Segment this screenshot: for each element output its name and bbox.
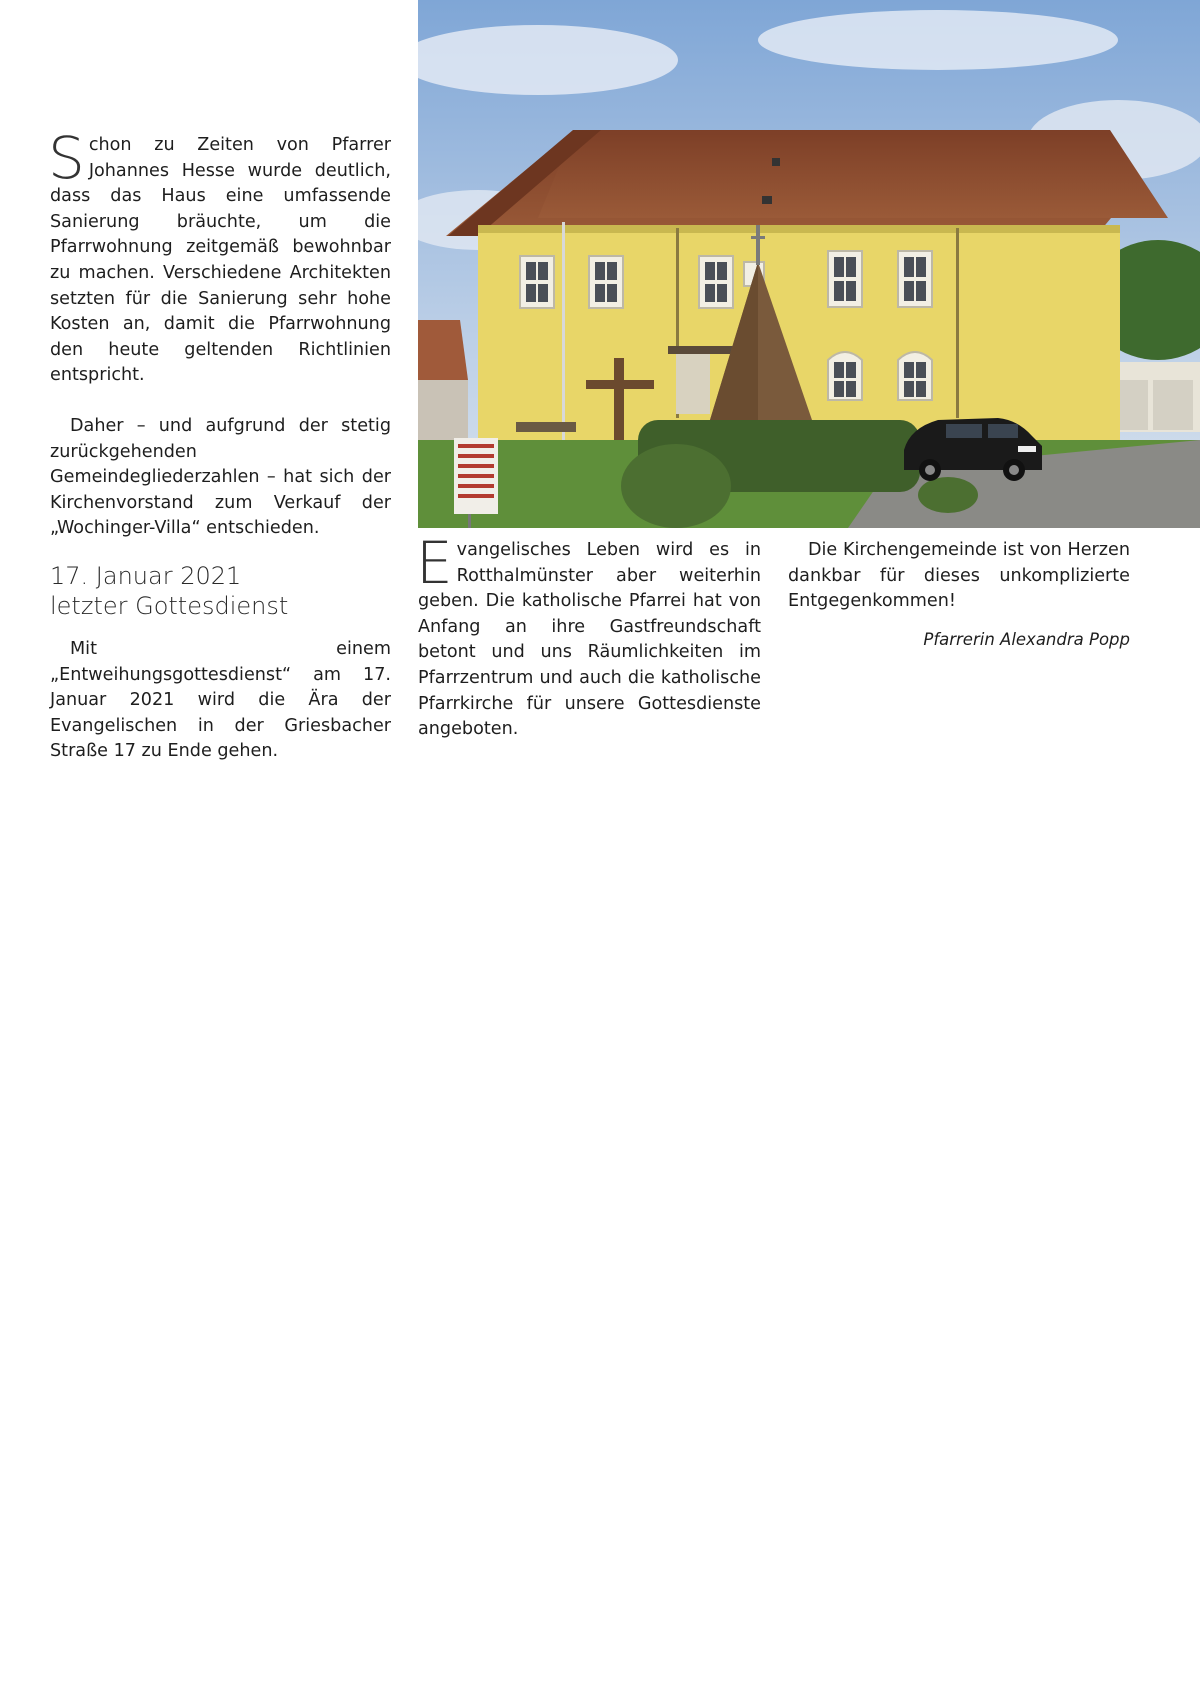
section-heading (50, 561, 391, 621)
paragraph-1 (48, 124, 391, 389)
paragraph-4-text: vangelisches Leben wird es in Rotthalmünster aber weiterhin geben. Die katholische Pfarrei hat von Anfang an ihre Gastfreundschaft betont und uns Räumlichkeiten im Pfarrzentrum und auch die katholische Pfarrkirche für unsere Gottesdienste angeboten. (418, 540, 761, 740)
left-column (48, 124, 391, 765)
heading-title: letzter Gottesdienst (50, 591, 289, 620)
drop-cap-s: S (48, 124, 85, 192)
paragraph-2: Daher – und aufgrund der stetig zurückgehenden Gemeindegliederzahlen – hat sich der Kirchenvorstand zum Verkauf der „Wochinger-Villa“ entschieden. (50, 415, 391, 539)
paragraph-3: Mit einem „Entweihungsgottesdienst“ am 17. Januar 2021 wird die Ära der Evangelischen in der Griesbacher Straße 17 zu Ende gehen. (50, 638, 391, 762)
paragraph-1-text: chon zu Zeiten von Pfarrer Johannes Hesse wurde deutlich, dass das Haus eine umfassende Sanierung bräuchte, um die Pfarrwohnung zeitgemäß bewohnbar zu machen. Verschiedene Architekten setzten für die Sanierung sehr hohe Kosten an, damit die Pfarrwohnung den heute geltenden Richtlinien entspricht. (50, 135, 391, 386)
signature: Pfarrerin Alexandra Popp (923, 629, 1130, 649)
middle-column (416, 529, 761, 743)
drop-cap-e: E (416, 529, 453, 597)
heading-date: 17. Januar 2021 (50, 561, 242, 590)
building-photo (418, 0, 1200, 528)
paragraph-4 (416, 529, 761, 743)
paragraph-5: Die Kirchengemeinde ist von Herzen dankbar für dieses unkomplizierte Entgegenkommen! (788, 540, 1130, 612)
right-column (788, 538, 1130, 652)
